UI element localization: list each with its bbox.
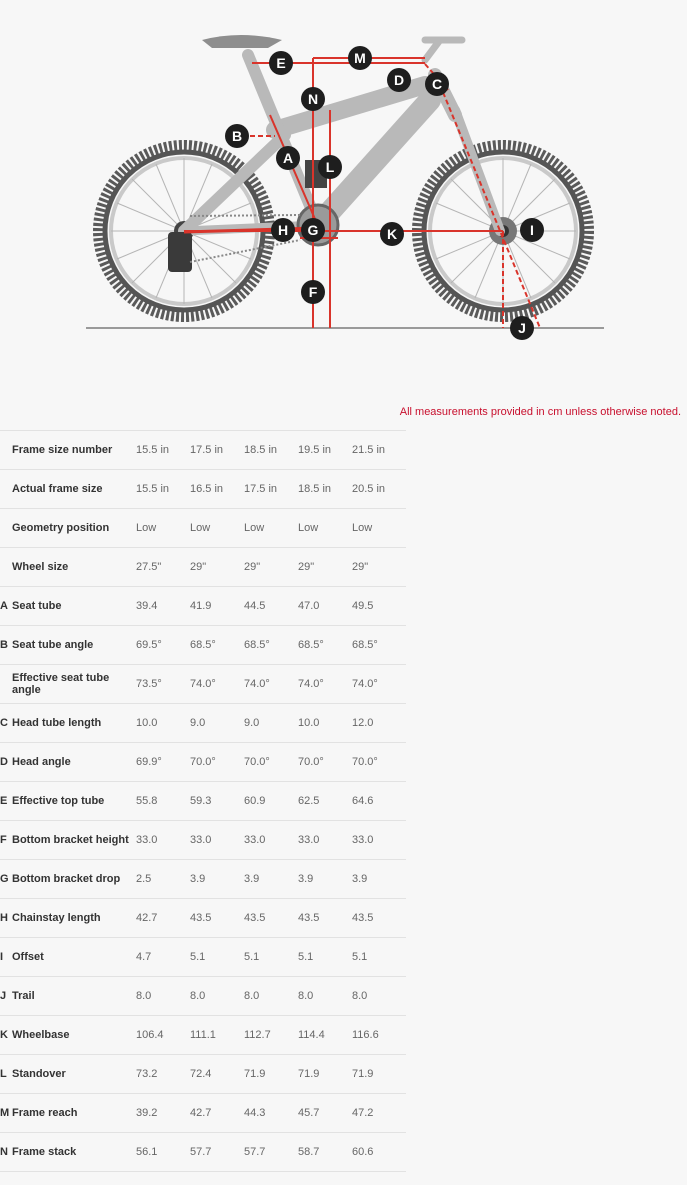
row-letter: E [0,782,12,821]
marker-n [301,87,325,111]
row-letter: L [0,1055,12,1094]
table-cell: 56.1 [136,1133,190,1172]
row-label: Offset [12,938,136,977]
table-cell: 15.5 in [136,470,190,509]
table-cell: 5.1 [190,938,244,977]
table-cell: 57.7 [244,1133,298,1172]
table-cell: 43.5 [298,899,352,938]
table-cell: 42.7 [136,899,190,938]
row-letter [0,548,12,587]
table-row [0,704,406,743]
svg-text:E: E [276,55,286,71]
table-cell: 8.0 [244,977,298,1016]
table-cell: 18.5 in [244,431,298,470]
row-label: Seat tube [12,587,136,626]
svg-text:I: I [530,222,534,238]
marker-a [276,146,300,170]
marker-f [301,280,325,304]
table-row [0,782,406,821]
marker-d [387,68,411,92]
table-cell: 64.6 [352,782,406,821]
marker-k [380,222,404,246]
geometry-table-body [0,431,406,1172]
table-cell: 21.5 in [352,431,406,470]
marker-j [510,316,534,340]
units-note: All measurements provided in cm unless otherwise noted. [399,406,681,418]
table-cell: 33.0 [244,821,298,860]
table-cell: 33.0 [190,821,244,860]
table-row [0,665,406,704]
row-letter: M [0,1094,12,1133]
table-cell: 33.0 [298,821,352,860]
table-cell: 68.5° [190,626,244,665]
table-cell: 15.5 in [136,431,190,470]
row-label: Bottom bracket height [12,821,136,860]
derailleur [168,232,192,272]
table-cell: 59.3 [190,782,244,821]
table-cell: 72.4 [190,1055,244,1094]
table-cell: Low [352,509,406,548]
chain [190,215,300,216]
geometry-table [0,430,406,1172]
marker-e [269,51,293,75]
table-cell: 43.5 [352,899,406,938]
table-cell: 39.2 [136,1094,190,1133]
table-row [0,743,406,782]
table-row [0,977,406,1016]
row-label: Chainstay length [12,899,136,938]
svg-text:B: B [231,128,243,144]
row-letter [0,470,12,509]
table-cell: 3.9 [190,860,244,899]
table-cell: Low [190,509,244,548]
table-cell: 112.7 [244,1016,298,1055]
table-cell: 74.0° [298,665,352,704]
table-cell: 5.1 [298,938,352,977]
table-cell: 10.0 [136,704,190,743]
svg-text:G: G [307,222,319,238]
row-letter: F [0,821,12,860]
row-label: Seat tube angle [12,626,136,665]
table-cell: 2.5 [136,860,190,899]
table-cell: 116.6 [352,1016,406,1055]
table-row [0,1133,406,1172]
table-cell: 5.1 [244,938,298,977]
table-cell: 114.4 [298,1016,352,1055]
table-cell: 49.5 [352,587,406,626]
table-cell: 68.5° [298,626,352,665]
table-cell: 19.5 in [298,431,352,470]
row-letter [0,431,12,470]
table-cell: 74.0° [244,665,298,704]
table-row [0,1094,406,1133]
row-letter: C [0,704,12,743]
table-cell: 69.9° [136,743,190,782]
row-label: Effective seat tube angle [12,665,136,704]
table-cell: 70.0° [298,743,352,782]
table-cell: 8.0 [136,977,190,1016]
table-cell: 44.5 [244,587,298,626]
svg-text:L: L [325,159,335,175]
table-row [0,470,406,509]
table-row [0,509,406,548]
table-cell: 70.0° [352,743,406,782]
table-row [0,626,406,665]
table-cell: 47.2 [352,1094,406,1133]
table-cell: 70.0° [244,743,298,782]
table-cell: 70.0° [190,743,244,782]
table-cell: 43.5 [190,899,244,938]
table-cell: 20.5 in [352,470,406,509]
table-cell: 17.5 in [244,470,298,509]
svg-text:K: K [386,226,398,242]
table-cell: 57.7 [190,1133,244,1172]
chain-lower [190,240,300,262]
table-row [0,899,406,938]
table-cell: 44.3 [244,1094,298,1133]
table-cell: 73.5° [136,665,190,704]
marker-b [225,124,249,148]
row-label: Bottom bracket drop [12,860,136,899]
table-cell: 12.0 [352,704,406,743]
row-letter: B [0,626,12,665]
table-row [0,938,406,977]
svg-text:N: N [307,91,319,107]
table-cell: 8.0 [352,977,406,1016]
table-row [0,1055,406,1094]
row-label: Frame reach [12,1094,136,1133]
table-cell: 3.9 [298,860,352,899]
row-label: Wheelbase [12,1016,136,1055]
svg-text:M: M [354,50,366,66]
table-cell: 5.1 [352,938,406,977]
table-cell: 106.4 [136,1016,190,1055]
marker-i [520,218,544,242]
table-cell: 45.7 [298,1094,352,1133]
table-row [0,821,406,860]
table-cell: 60.6 [352,1133,406,1172]
row-label: Frame stack [12,1133,136,1172]
svg-text:F: F [308,284,318,300]
table-cell: 29" [190,548,244,587]
row-letter: I [0,938,12,977]
row-label: Trail [12,977,136,1016]
bike-geometry-diagram [0,0,687,360]
marker-h [271,218,295,242]
table-cell: 43.5 [244,899,298,938]
row-letter [0,509,12,548]
marker-c [425,72,449,96]
table-cell: 71.9 [298,1055,352,1094]
table-cell: 17.5 in [190,431,244,470]
row-label: Wheel size [12,548,136,587]
table-cell: 10.0 [298,704,352,743]
table-cell: 18.5 in [298,470,352,509]
table-cell: 29" [244,548,298,587]
row-label: Frame size number [12,431,136,470]
table-cell: 9.0 [244,704,298,743]
table-cell: 74.0° [352,665,406,704]
table-cell: 8.0 [190,977,244,1016]
table-cell: Low [298,509,352,548]
row-label: Standover [12,1055,136,1094]
row-letter [0,665,12,704]
table-cell: 60.9 [244,782,298,821]
table-row [0,1016,406,1055]
table-cell: 47.0 [298,587,352,626]
table-cell: 33.0 [136,821,190,860]
table-cell: 3.9 [352,860,406,899]
table-cell: 4.7 [136,938,190,977]
table-cell: 39.4 [136,587,190,626]
table-cell: 68.5° [352,626,406,665]
table-cell: 74.0° [190,665,244,704]
table-cell: 16.5 in [190,470,244,509]
row-label: Head angle [12,743,136,782]
row-letter: N [0,1133,12,1172]
table-cell: 42.7 [190,1094,244,1133]
svg-text:A: A [282,150,294,166]
table-cell: 29" [298,548,352,587]
table-cell: 3.9 [244,860,298,899]
row-letter: D [0,743,12,782]
table-row [0,548,406,587]
table-cell: 9.0 [190,704,244,743]
row-letter: A [0,587,12,626]
row-label: Head tube length [12,704,136,743]
row-label: Effective top tube [12,782,136,821]
row-letter: H [0,899,12,938]
table-cell: 27.5" [136,548,190,587]
table-cell: 73.2 [136,1055,190,1094]
table-cell: 68.5° [244,626,298,665]
svg-text:C: C [431,76,443,92]
table-row [0,431,406,470]
svg-text:J: J [518,320,526,336]
table-cell: 71.9 [244,1055,298,1094]
table-cell: 29" [352,548,406,587]
row-letter: K [0,1016,12,1055]
marker-m [348,46,372,70]
marker-l [318,155,342,179]
table-cell: Low [136,509,190,548]
table-cell: 58.7 [298,1133,352,1172]
table-cell: 69.5° [136,626,190,665]
table-cell: 55.8 [136,782,190,821]
table-cell: 71.9 [352,1055,406,1094]
table-cell: 41.9 [190,587,244,626]
table-cell: 33.0 [352,821,406,860]
table-row [0,587,406,626]
table-cell: 111.1 [190,1016,244,1055]
row-label: Geometry position [12,509,136,548]
table-cell: Low [244,509,298,548]
saddle [202,35,282,48]
marker-g [301,218,325,242]
table-cell: 62.5 [298,782,352,821]
row-letter: J [0,977,12,1016]
svg-text:H: H [277,222,289,238]
svg-text:D: D [393,72,405,88]
table-cell: 8.0 [298,977,352,1016]
table-row [0,860,406,899]
row-letter: G [0,860,12,899]
row-label: Actual frame size [12,470,136,509]
